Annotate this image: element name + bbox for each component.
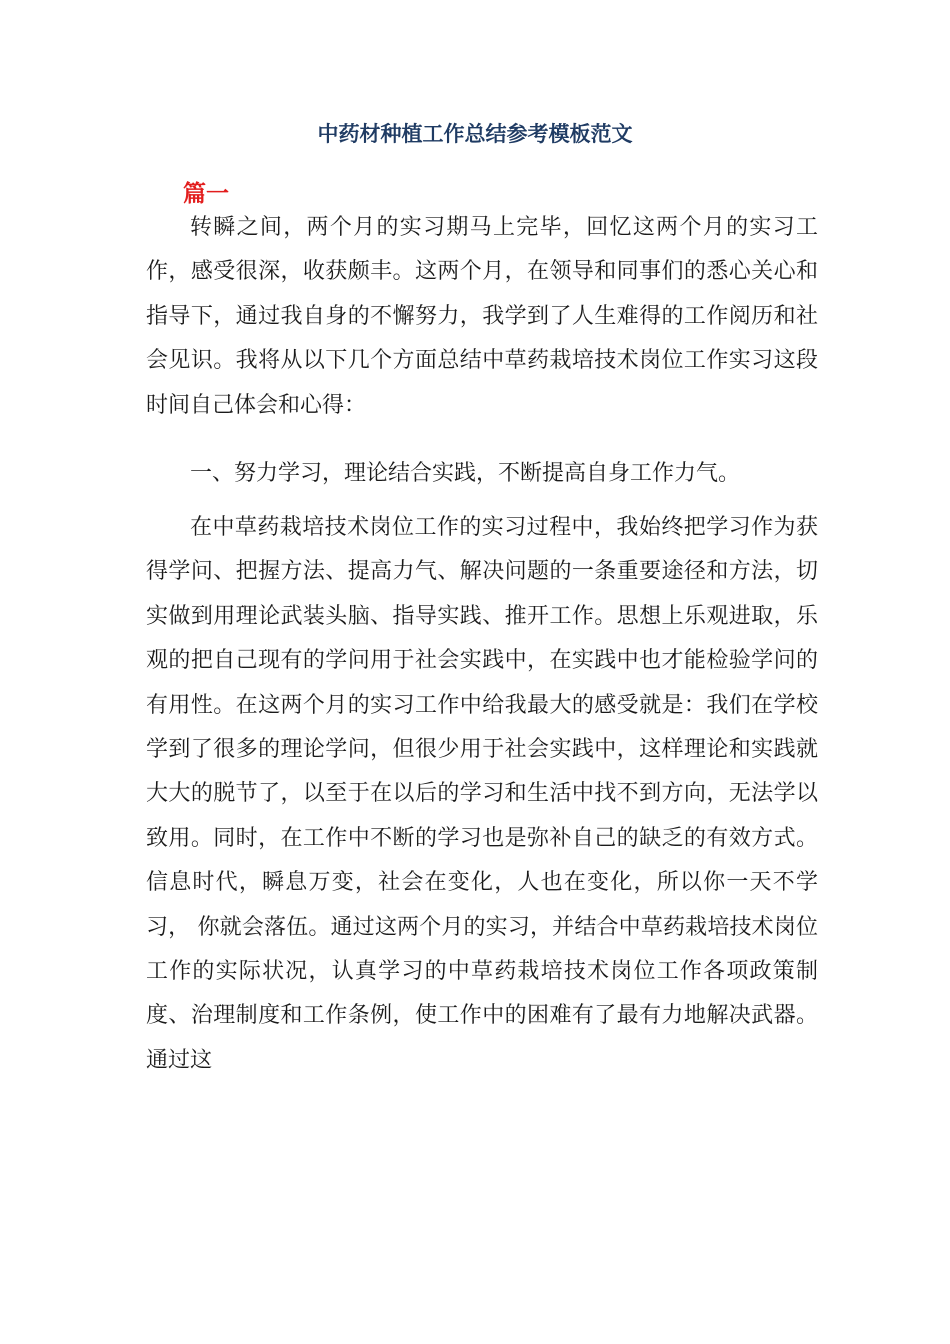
paragraph-intro: 转瞬之间，两个月的实习期马上完毕，回忆这两个月的实习工作，感受很深，收获颇丰。这两个月，在领导和同事们的悉心关心和指导下，通过我自身的不懈努力，我学到了人生难得的工作阅历和社会见识。我将从以下几个方面总结中草药栽培技术岗位工作实习这段时间自己体会和心得： xyxy=(146,215,818,418)
paragraph-study-details: 在中草药栽培技术岗位工作的实习过程中，我始终把学习作为获得学问、把握方法、提高力气、解决问题的一条重要途径和方法，切实做到用理论武装头脑、指导实践、推开工作。思想上乐观进取，乐观的把自己现有的学问用于社会实践中，在实践中也才能检验学问的有用性。在这两个月的实习工作中给我最大的感受就是：我们在学校学到了很多的理论学问，但很少用于社会实践中，这样理论和实践就大大的脱节了，以至于在以后的学习和生活中找不到方向，无法学以致用。同时，在工作中不断的学习也是弥补自己的缺乏的有效方式。信息时代，瞬息万变，社会在变化，人也在变化，所以你一天不学习， 你就会落伍。通过这两个月的实习，并结合中草药栽培技术岗位工作的实际状况，认真学习的中草药栽培技术岗位工作各项政策制度、治理制度和工作条例，使工作中的困难有了最有力地解决武器。通过这 xyxy=(146,515,818,1073)
section-heading: 篇一 xyxy=(183,180,229,207)
paragraph-point-one: 一、努力学习，理论结合实践，不断提高自身工作力气。 xyxy=(190,461,741,486)
document-title: 中药材种植工作总结参考模板范文 xyxy=(317,121,633,146)
